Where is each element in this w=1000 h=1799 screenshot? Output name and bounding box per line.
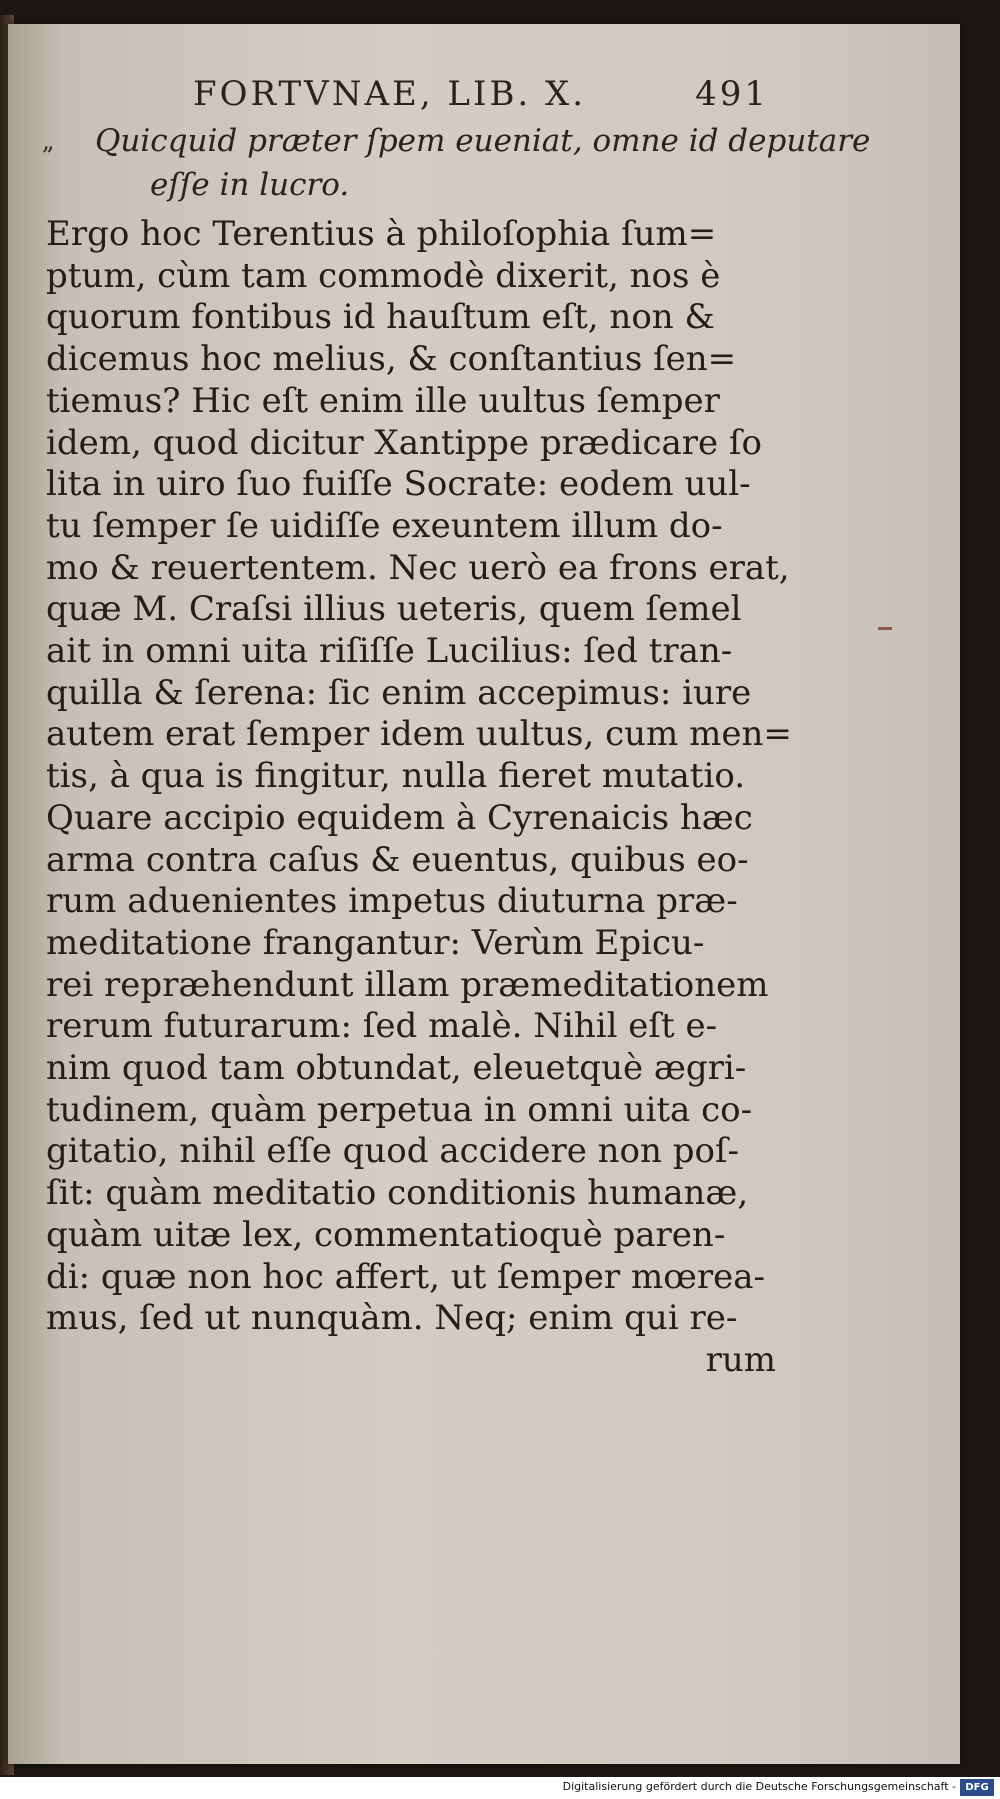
page-number: 491 bbox=[695, 74, 769, 114]
text-line: tu ſemper ſe uidiſſe exeuntem illum do- bbox=[46, 505, 723, 546]
page-header bbox=[193, 74, 793, 124]
text-line: di: quæ non hoc affert, ut ſemper mœrea- bbox=[46, 1256, 765, 1297]
text-line: tiemus? Hic eſt enim ille uultus ſemper bbox=[46, 380, 720, 421]
dfg-logo: DFG bbox=[960, 1779, 994, 1796]
text-line: tis, à qua is fingitur, nulla fieret mutatio. bbox=[46, 756, 746, 797]
verse-line-2: eſſe in lucro. bbox=[150, 167, 350, 203]
text-line: gitatio, nihil eſſe quod accidere non poſ- bbox=[46, 1131, 740, 1172]
text-line: autem erat ſemper idem uultus, cum men= bbox=[46, 714, 792, 755]
text-line: rerum futurarum: ſed malè. Nihil eſt e- bbox=[46, 1006, 718, 1047]
running-title: FORTVNAE, LIB. X. bbox=[193, 74, 587, 114]
text-line: quilla & ſerena: ſic enim accepimus: iure bbox=[46, 672, 752, 713]
text-line: ait in omni uita riſiſſe Lucilius: ſed tran- bbox=[46, 631, 733, 672]
text-line: lita in uiro ſuo fuiſſe Socrate: eodem uul- bbox=[46, 464, 751, 505]
text-line: mus, ſed ut nunquàm. Neq; enim qui re- bbox=[46, 1298, 738, 1339]
quotation-marker: „ bbox=[42, 127, 55, 155]
text-line: rei repræhendunt illam præmeditationem bbox=[46, 964, 769, 1005]
text-line: rum aduenientes impetus diuturna præ- bbox=[46, 881, 738, 922]
text-line: quàm uitæ lex, commentatioquè paren- bbox=[46, 1214, 726, 1255]
body-text bbox=[46, 214, 792, 1382]
text-line: Quare accipio equidem à Cyrenaicis hæc bbox=[46, 797, 753, 838]
text-line: idem, quod dicitur Xantippe prædicare ſo bbox=[46, 422, 763, 463]
text-line: ſit: quàm meditatio conditionis humanæ, bbox=[46, 1173, 749, 1214]
text-line: mo & reuertentem. Nec uerò ea frons erat, bbox=[46, 547, 790, 588]
digitization-footer bbox=[0, 1777, 1000, 1799]
text-line: quorum fontibus id hauſtum eſt, non & bbox=[46, 297, 715, 338]
text-line: quæ M. Craſsi illius ueteris, quem ſemel bbox=[46, 589, 742, 630]
text-line: arma contra caſus & euentus, quibus eo- bbox=[46, 839, 749, 880]
text-line: meditatione frangantur: Verùm Epicu- bbox=[46, 922, 705, 963]
text-line: nim quod tam obtundat, eleuetquè ægri- bbox=[46, 1048, 747, 1089]
text-line: tudinem, quàm perpetua in omni uita co- bbox=[46, 1089, 753, 1130]
book-page bbox=[8, 24, 960, 1764]
catchword: rum bbox=[705, 1339, 776, 1380]
text-line: dicemus hoc melius, & conſtantius ſen= bbox=[46, 339, 737, 380]
ink-speck bbox=[878, 627, 892, 630]
text-line: Ergo hoc Terentius à philoſophia ſum= bbox=[46, 214, 717, 254]
verse-line-1: Quicquid prӕter ſpem eueniat, omne id deputare bbox=[95, 123, 871, 159]
funding-credit: Digitalisierung gefördert durch die Deutsche Forschungsgemeinschaft - bbox=[562, 1780, 956, 1793]
text-line: ptum, cùm tam commodè dixerit, nos è bbox=[46, 255, 721, 296]
